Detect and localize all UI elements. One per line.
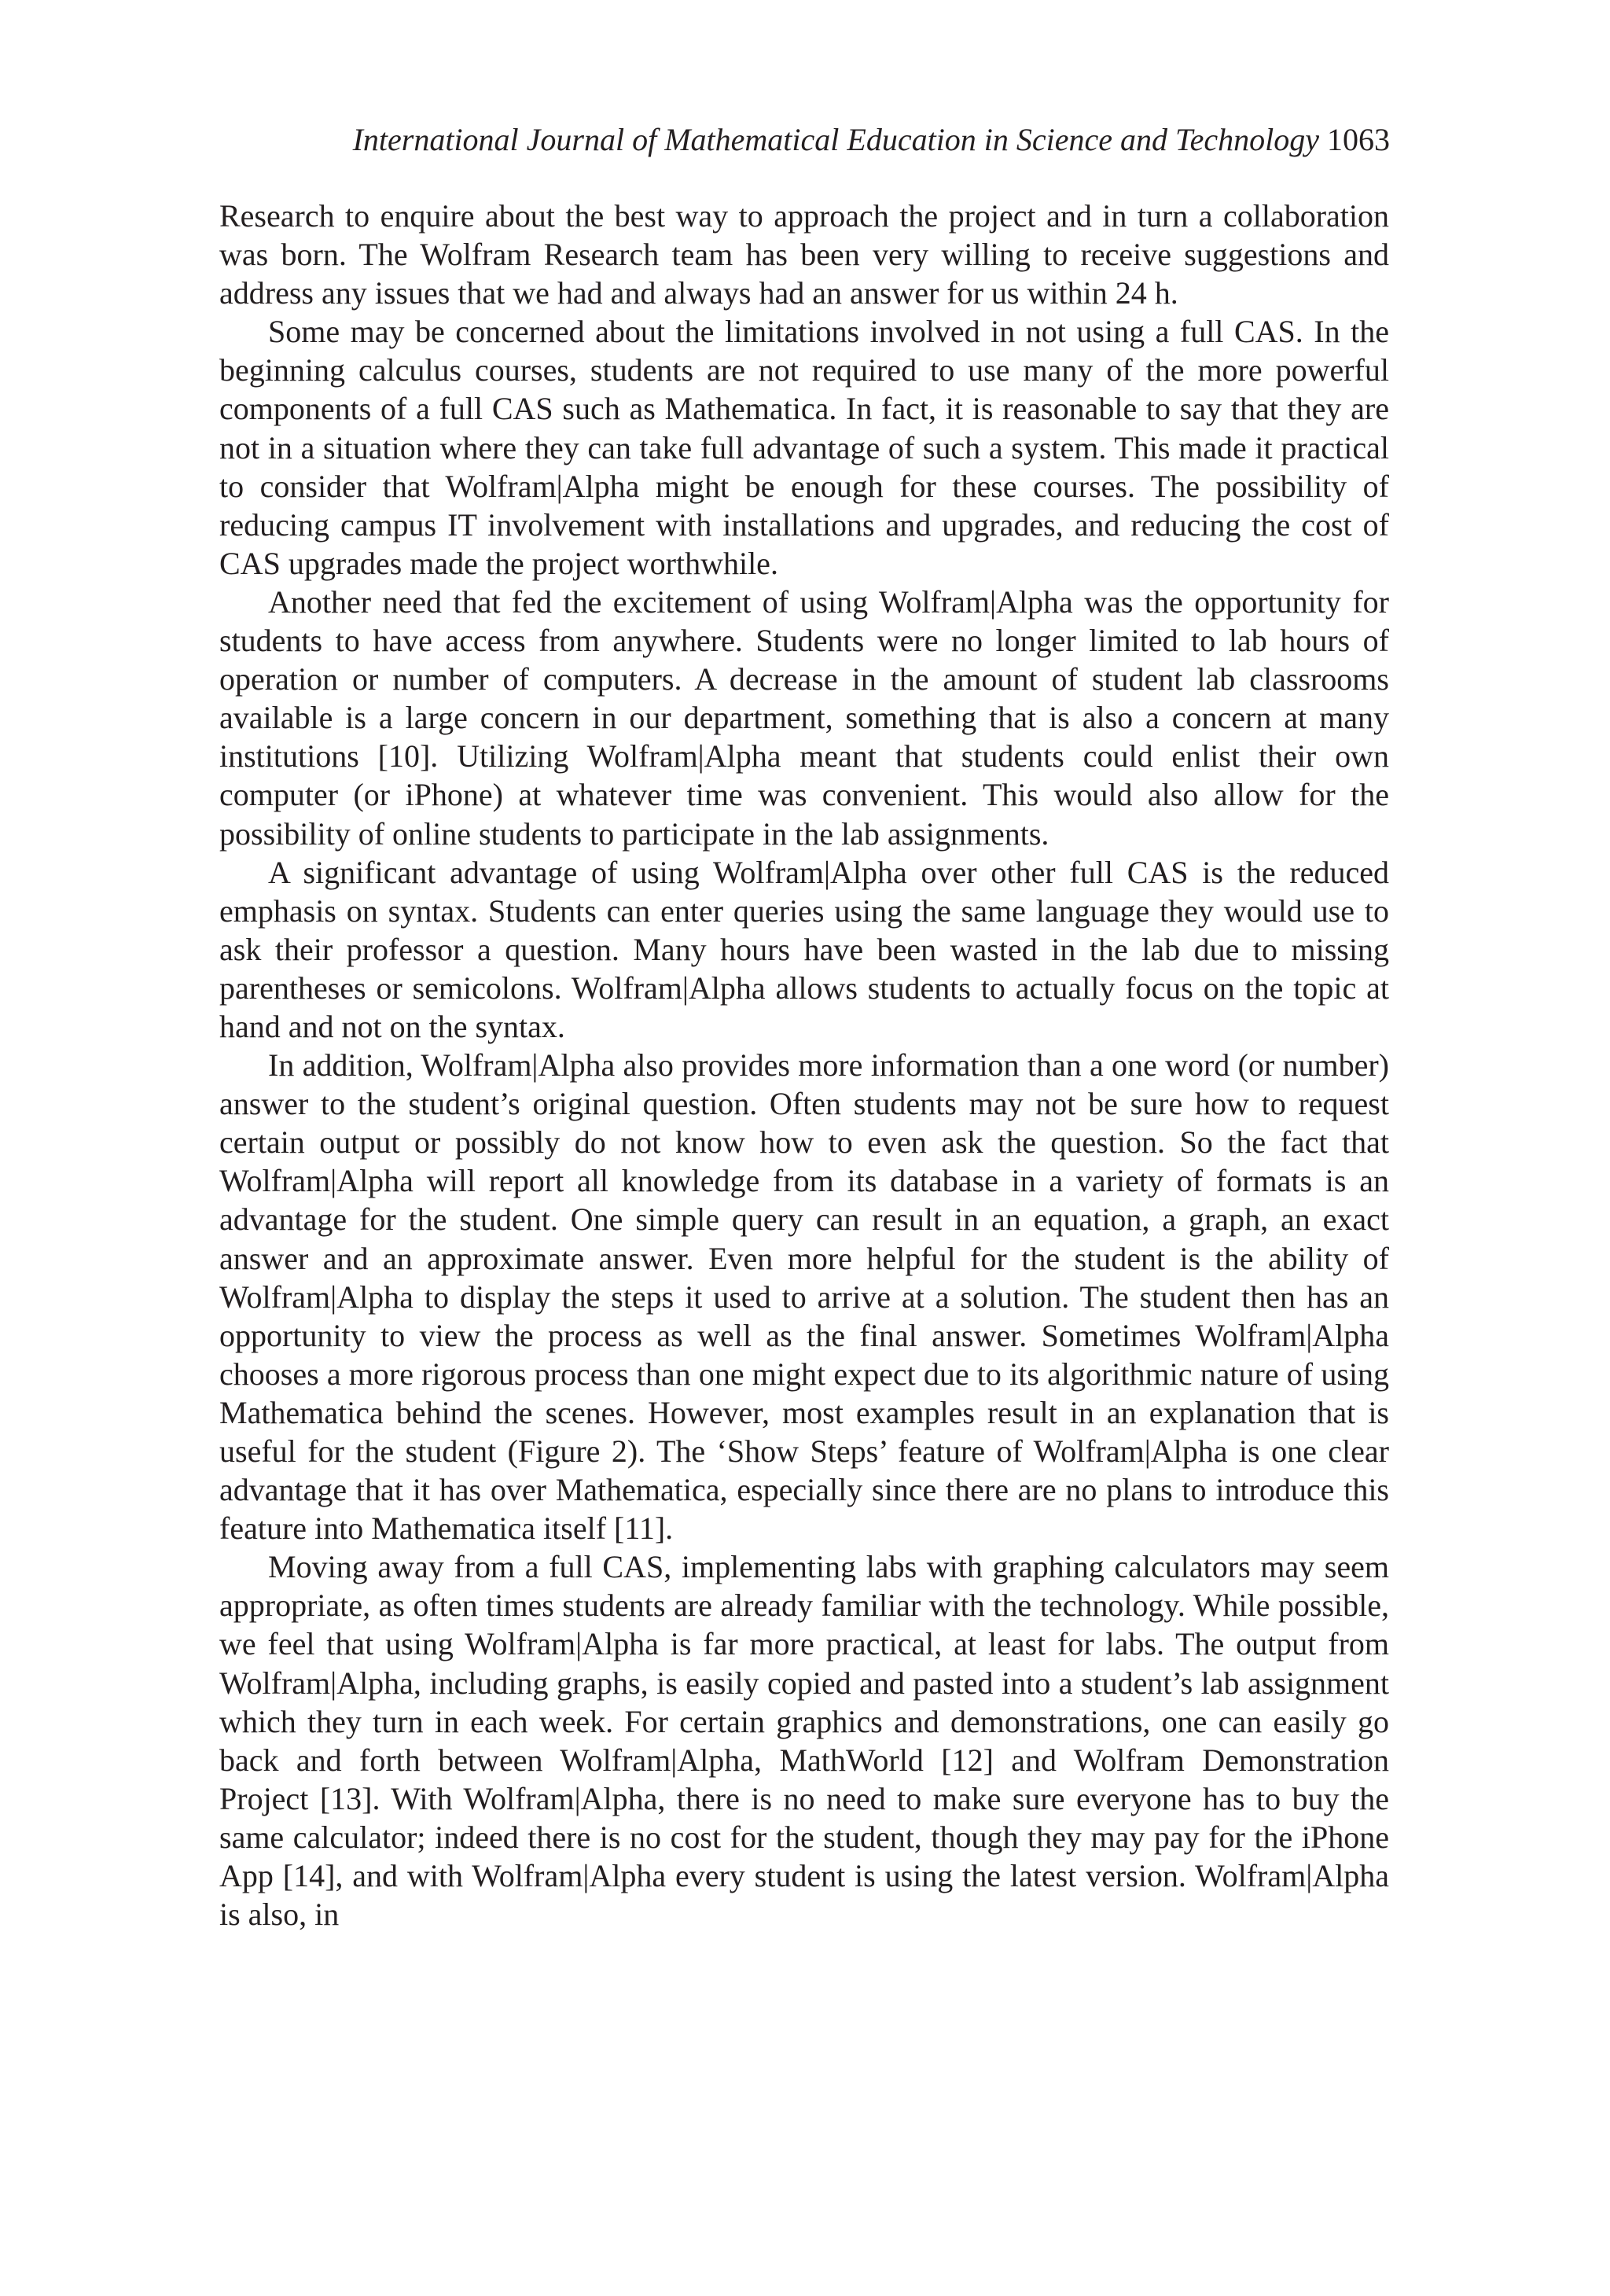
- journal-title: International Journal of Mathematical Education in Science and Technology: [352, 122, 1319, 157]
- paragraph: Moving away from a full CAS, implementing labs with graphing calculators may seem appropriate, as often times students are already familiar with the technology. While possible, we feel that using Wolfram|Alpha is far more practical, at least for labs. The output from Wolfram|Alpha, including graphs, is easily copied and pasted into a student’s lab assignment which they turn in each week. For certain graphics and demonstrations, one can easily go back and forth between Wolfram|Alpha, MathWorld [12] and Wolfram Demonstration Project [13]. With Wolfram|Alpha, there is no need to make sure everyone has to buy the same calculator; indeed there is no cost for the student, though they may pay for the iPhone App [14], and with Wolfram|Alpha every student is using the latest version. Wolfram|Alpha is also, in: [219, 1549, 1389, 1933]
- running-header: [291, 116, 1390, 164]
- paragraph: Research to enquire about the best way to approach the project and in turn a collaboration was born. The Wolfram Research team has been very willing to receive suggestions and address any issues that we had and always had an answer for us within 24 h.: [219, 198, 1389, 311]
- paragraph: In addition, Wolfram|Alpha also provides more information than a one word (or number) answer to the student’s original question. Often students may not be sure how to request certain output or possibly do not know how to even ask the question. So the fact that Wolfram|Alpha will report all knowledge from its database in a variety of formats is an advantage for the student. One simple query can result in an equation, a graph, an exact answer and an approximate answer. Even more helpful for the student is the ability of Wolfram|Alpha to display the steps it used to arrive at a solution. The student then has an opportunity to view the process as well as the final answer. Sometimes Wolfram|Alpha chooses a more rigorous process than one might expect due to its algorithmic nature of using Mathematica behind the scenes. However, most examples result in an explanation that is useful for the student (Figure 2). The ‘Show Steps’ feature of Wolfram|Alpha is one clear advantage that it has over Mathematica, especially since there are no plans to introduce this feature into Mathematica itself [11].: [219, 1047, 1389, 1547]
- page-number: 1063: [1327, 122, 1390, 157]
- body-text: [219, 197, 1389, 1934]
- paragraph: A significant advantage of using Wolfram|Alpha over other full CAS is the reduced emphasis on syntax. Students can enter queries using the same language they would use to ask their professor a question. Many hours have been wasted in the lab due to missing parentheses or semicolons. Wolfram|Alpha allows students to actually focus on the topic at hand and not on the syntax.: [219, 854, 1389, 1044]
- paragraph: Some may be concerned about the limitations involved in not using a full CAS. In the beginning calculus courses, students are not required to use many of the more powerful components of a full CAS such as Mathematica. In fact, it is reasonable to say that they are not in a situation where they can take full advantage of such a system. This made it practical to consider that Wolfram|Alpha might be enough for these courses. The possibility of reducing campus IT involvement with installations and upgrades, and reducing the cost of CAS upgrades made the project worthwhile.: [219, 314, 1389, 581]
- paragraph: Another need that fed the excitement of using Wolfram|Alpha was the opportunity for students to have access from anywhere. Students were no longer limited to lab hours of operation or number of computers. A decrease in the amount of student lab classrooms available is a large concern in our department, something that is also a concern at many institutions [10]. Utilizing Wolfram|Alpha meant that students could enlist their own computer (or iPhone) at whatever time was convenient. This would also allow for the possibility of online students to participate in the lab assignments.: [219, 583, 1389, 852]
